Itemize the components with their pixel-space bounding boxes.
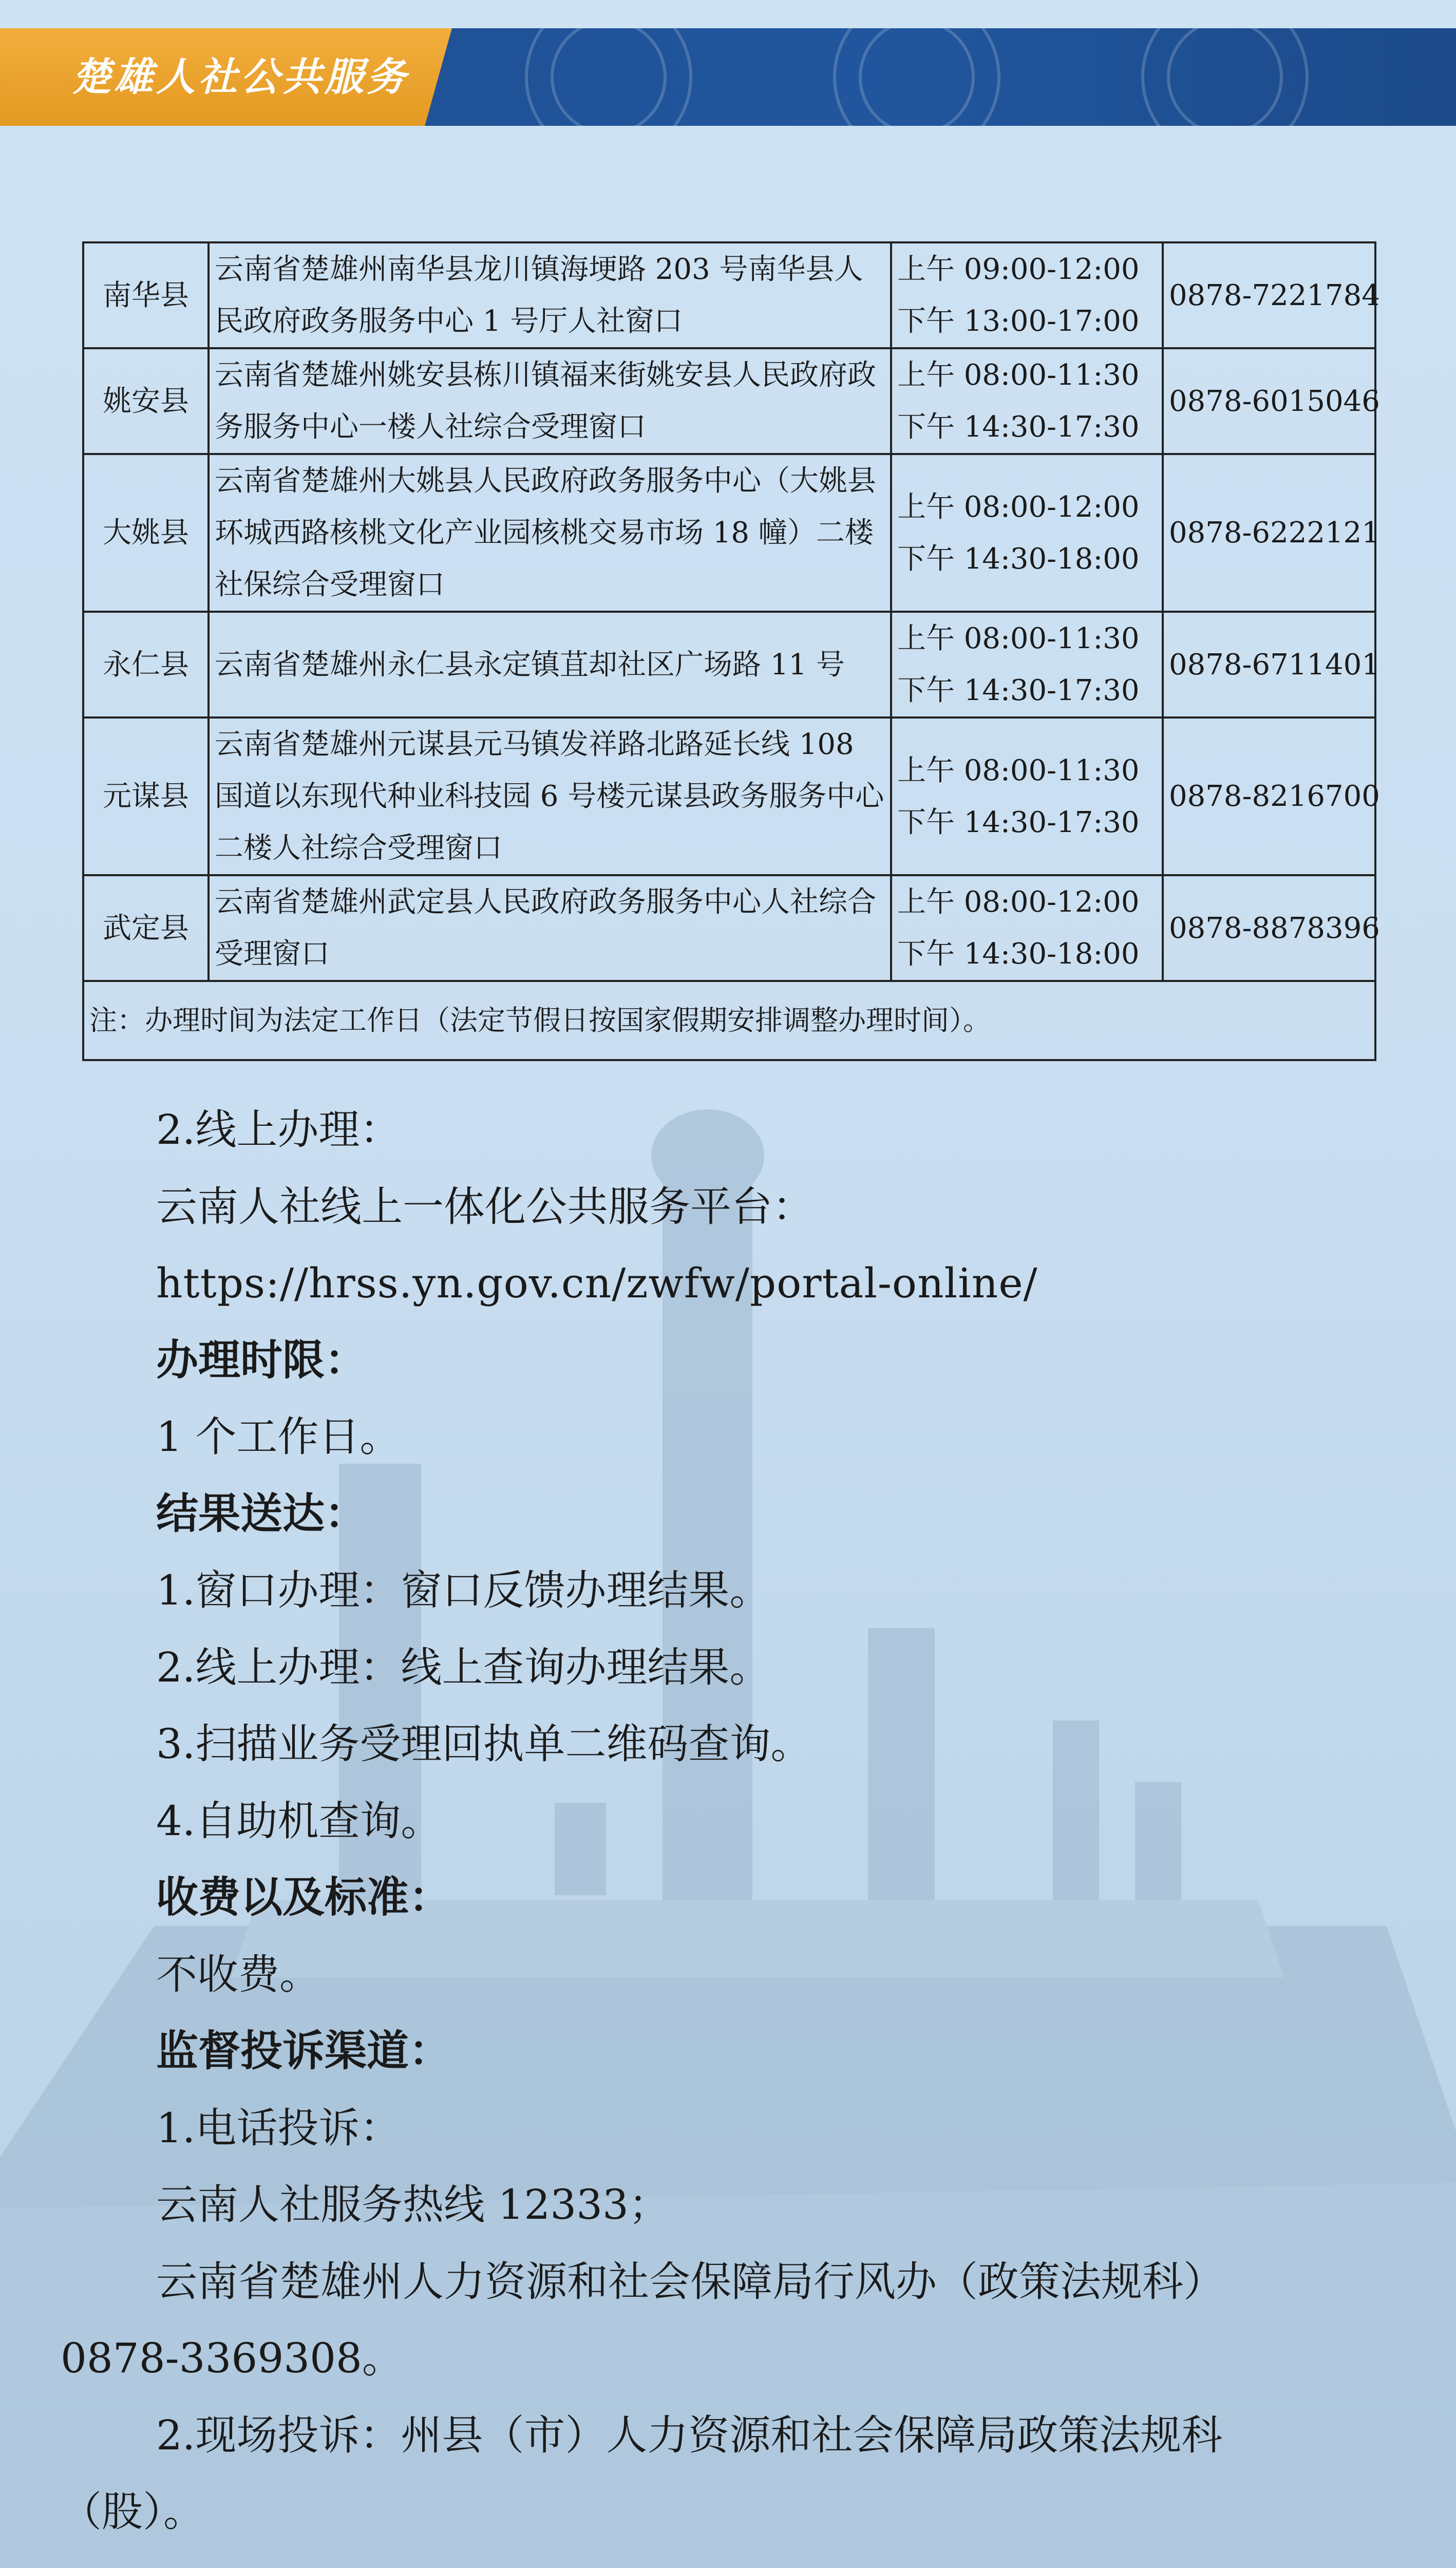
hours-pm: 下午 14:30-17:30 (897, 410, 1140, 444)
result-item: 2.线上办理：线上查询办理结果。 (156, 1643, 771, 1691)
fee-text: 不收费。 (156, 1950, 320, 1998)
hours-am: 上午 08:00-12:00 (897, 885, 1140, 919)
table-row (83, 875, 1375, 981)
table-note-row (83, 981, 1375, 1060)
onsite-complaint-line-2: （股）。 (61, 2488, 204, 2536)
phone-cell: 0878-8216700 (1163, 717, 1375, 875)
phone-cell: 0878-6711401 (1163, 612, 1375, 717)
county-cell: 姚安县 (83, 348, 209, 454)
time-limit-heading: 办理时限： (156, 1335, 367, 1385)
fee-heading: 收费以及标准： (156, 1873, 451, 1922)
phone-cell: 0878-6222121 (1163, 454, 1375, 612)
result-item: 3.扫描业务受理回执单二维码查询。 (156, 1720, 812, 1768)
hours-pm: 下午 14:30-18:00 (897, 937, 1140, 971)
address-cell: 云南省楚雄州南华县龙川镇海埂路 203 号南华县人民政府政务服务中心 1 号厅人社窗口 (209, 242, 891, 348)
online-title: 2.线上办理： (156, 1106, 401, 1154)
bureau-line: 云南省楚雄州人力资源和社会保障局行风办（政策法规科） (156, 2257, 1224, 2306)
header-pattern-decoration (455, 28, 1456, 126)
hotline-text: 云南人社服务热线 12333； (156, 2181, 670, 2229)
hours-cell (891, 875, 1163, 981)
service-window-table (82, 241, 1380, 1061)
time-limit-text: 1 个工作日。 (156, 1413, 401, 1461)
phone-cell: 0878-6015046 (1163, 348, 1375, 454)
result-item: 1.窗口办理：窗口反馈办理结果。 (156, 1566, 771, 1614)
address-cell: 云南省楚雄州姚安县栋川镇福来街姚安县人民政府政务服务中心一楼人社综合受理窗口 (209, 348, 891, 454)
address-cell: 云南省楚雄州永仁县永定镇苴却社区广场路 11 号 (209, 612, 891, 717)
hours-pm: 下午 14:30-17:30 (897, 805, 1140, 839)
header-banner (0, 28, 1456, 126)
onsite-complaint-line: 2.现场投诉：州县（市）人力资源和社会保障局政策法规科 (156, 2411, 1223, 2459)
county-cell: 永仁县 (83, 612, 209, 717)
hours-cell (891, 242, 1163, 348)
hours-cell (891, 612, 1163, 717)
hours-cell (891, 454, 1163, 612)
hours-pm: 下午 14:30-18:00 (897, 542, 1140, 576)
header-title: 楚雄人社公共服务 (72, 54, 409, 100)
hours-am: 上午 08:00-11:30 (897, 753, 1140, 787)
phone-cell: 0878-8878396 (1163, 875, 1375, 981)
hours-pm: 下午 13:00-17:00 (897, 305, 1140, 338)
hours-am: 上午 09:00-12:00 (897, 253, 1140, 286)
table-row (83, 454, 1375, 612)
county-cell: 南华县 (83, 242, 209, 348)
complaint-heading: 监督投诉渠道： (156, 2027, 451, 2075)
online-platform: 云南人社线上一体化公共服务平台： (156, 1182, 814, 1231)
result-heading: 结果送达： (156, 1489, 367, 1538)
address-cell: 云南省楚雄州武定县人民政府政务服务中心人社综合受理窗口 (209, 875, 891, 981)
hours-am: 上午 08:00-11:30 (897, 358, 1140, 392)
address-cell: 云南省楚雄州大姚县人民政府政务服务中心（大姚县环城西路核桃文化产业园核桃交易市场 18 幢）二楼社保综合受理窗口 (209, 454, 891, 612)
county-cell: 大姚县 (83, 454, 209, 612)
hours-am: 上午 08:00-12:00 (897, 490, 1140, 524)
phone-complaint-label: 1.电话投诉： (156, 2104, 401, 2152)
address-cell: 云南省楚雄州元谋县元马镇发祥路北路延长线 108 国道以东现代种业科技园 6 号楼元谋县政务服务中心二楼人社综合受理窗口 (209, 717, 891, 875)
hours-am: 上午 08:00-11:30 (897, 622, 1140, 655)
county-cell: 元谋县 (83, 717, 209, 875)
table-row (83, 612, 1375, 717)
result-item: 4.自助机查询。 (156, 1797, 442, 1845)
bureau-phone: 0878-3369308。 (61, 2334, 403, 2382)
guide-content (61, 1091, 1396, 2551)
table-row (83, 348, 1375, 454)
table-note: 注：办理时间为法定工作日（法定节假日按国家假期安排调整办理时间）。 (83, 981, 1375, 1060)
phone-cell: 0878-7221784 (1163, 242, 1375, 348)
table-row (83, 717, 1375, 875)
table-row (83, 242, 1375, 348)
online-url-link[interactable]: https://hrss.yn.gov.cn/zwfw/portal-online/ (156, 1259, 1038, 1307)
county-cell: 武定县 (83, 875, 209, 981)
hours-pm: 下午 14:30-17:30 (897, 674, 1140, 707)
hours-cell (891, 348, 1163, 454)
hours-cell (891, 717, 1163, 875)
